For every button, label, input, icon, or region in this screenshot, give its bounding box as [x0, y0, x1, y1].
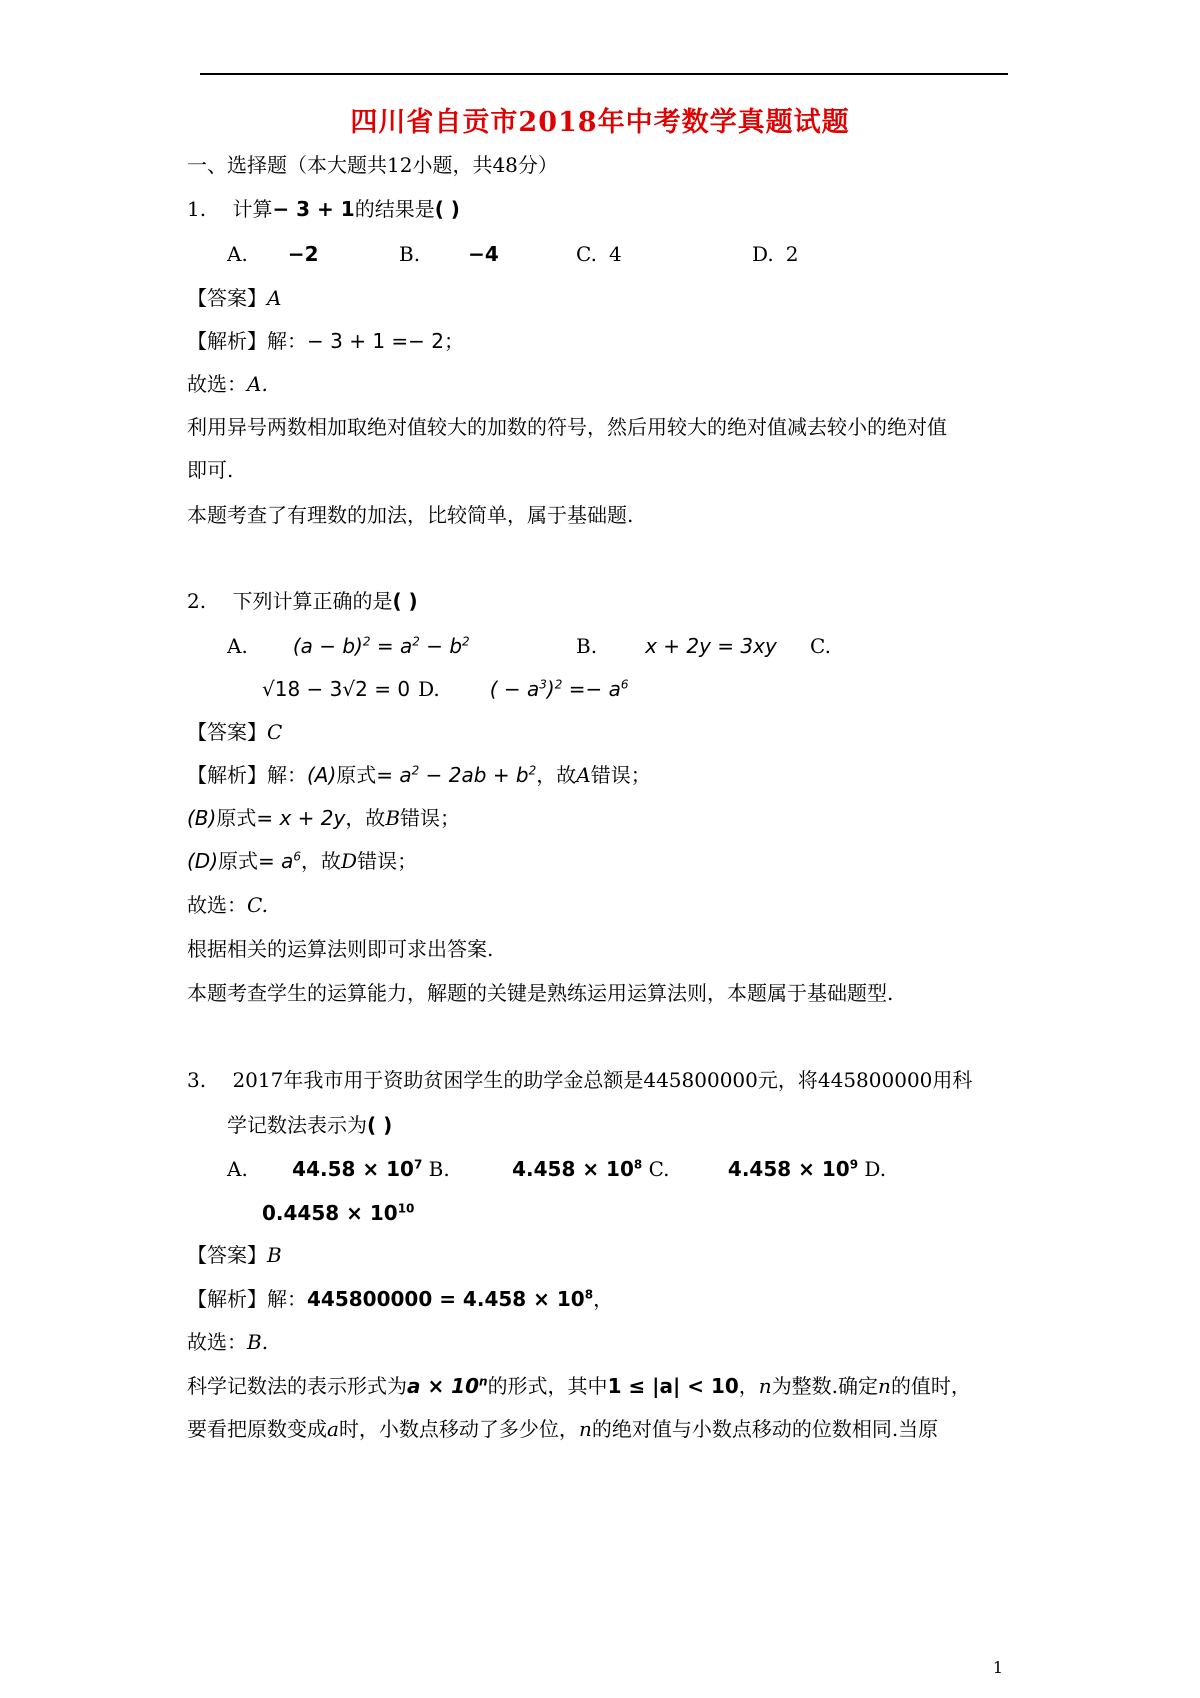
- q2-choose: 故选：C.: [187, 893, 268, 917]
- q3-option-a-label: A.: [227, 1157, 248, 1181]
- q3-stem-text: 2017年我市用于资助贫困学生的助学金总额是445800000元，将445800000用科: [232, 1068, 973, 1092]
- q2-number: 2.: [187, 589, 207, 613]
- q1-note2: 本题考查了有理数的加法，比较简单，属于基础题.: [187, 503, 634, 527]
- q3-option-b-value: $4.458 \times 10^8$: [512, 1157, 643, 1181]
- q3-option-b-label: B.: [428, 1157, 450, 1181]
- q1-stem-text-b: 的结果是: [354, 197, 435, 221]
- q2-option-a: [227, 633, 470, 659]
- q2-option-d-value: ( − $a^3)^2 =- a^6$: [489, 677, 629, 701]
- q2-option-c-d: [262, 676, 629, 702]
- q1-answer-value: A: [267, 286, 282, 310]
- q2-stem: [187, 588, 418, 614]
- q1-choose-value: A.: [247, 372, 268, 396]
- q1-option-d-label: D.: [752, 242, 774, 266]
- page-number: 1: [992, 1658, 1003, 1677]
- q3-note1: 科学记数法的表示形式为$a \times 10^n$的形式，其中1 ≤ |a| < 10，n为整数.确定n的值时，: [187, 1374, 971, 1398]
- q3-option-d-label: D.: [864, 1157, 887, 1181]
- q1-choose: [187, 371, 268, 397]
- q1-option-c-label: C.: [576, 242, 597, 266]
- q2-option-b-value: x + 2y = 3xy: [645, 634, 777, 658]
- q3-answer: 【答案】B: [187, 1243, 282, 1267]
- q1-option-c: [576, 241, 622, 267]
- q2-option-b: [576, 633, 777, 659]
- q2-option-b-label: B.: [576, 634, 598, 658]
- q2-option-c-value: √18 − 3√2 = 0: [262, 677, 411, 701]
- q2-analysis-label: 【解析】: [187, 763, 267, 787]
- q1-option-a-value: −2: [287, 242, 319, 266]
- q1-option-d-value: 2: [785, 242, 799, 266]
- q2-note2: 本题考查学生的运算能力，解题的关键是熟练运用运算法则，本题属于基础题型.: [187, 981, 894, 1005]
- q1-analysis: [187, 328, 464, 354]
- q1-choose-label: 故选：: [187, 372, 247, 396]
- q1-analysis-label: 【解析】: [187, 329, 267, 353]
- q1-option-b: [399, 241, 499, 267]
- q3-option-c-label: C.: [648, 1157, 670, 1181]
- q1-analysis-math: − 3 + 1 =− 2: [307, 329, 444, 353]
- header-rule: [200, 73, 1008, 75]
- q3-analysis: 【解析】解：$445800000 = 4.458 \times 10^8$，: [187, 1287, 614, 1311]
- q2-analysis-d: (D)原式= $a^6$，故D错误；: [187, 849, 418, 873]
- q3-option-c-value: $4.458 \times 10^9$: [727, 1157, 859, 1181]
- q2-analysis-b: (B)原式= x + 2y，故B错误；: [187, 806, 461, 830]
- q1-option-c-value: 4: [608, 242, 622, 266]
- q1-option-b-label: B.: [399, 242, 421, 266]
- q1-stem-paren: ( ): [434, 197, 460, 221]
- q2-note1: 根据相关的运算法则即可求出答案.: [187, 937, 494, 961]
- q1-option-b-value: −4: [468, 242, 499, 266]
- q3-options: [227, 1156, 886, 1182]
- q1-stem-text: 计算: [232, 197, 273, 221]
- q3-option-a-value: $44.58 \times 10^7$: [292, 1157, 423, 1181]
- q2-answer-label: 【答案】: [187, 720, 267, 744]
- q2-stem-text: 下列计算正确的是: [232, 589, 393, 613]
- q1-analysis-text: 解：: [267, 329, 307, 353]
- q2-option-d-label: D.: [418, 677, 440, 701]
- document-title: 四川省自贡市2018年中考数学真题试题: [350, 107, 850, 138]
- q2-stem-paren: ( ): [392, 589, 418, 613]
- q2-option-a-value: $(a - b)^2 = a^2 - b^2$: [292, 634, 470, 658]
- q2-option-c-label: C.: [810, 634, 831, 658]
- q1-note1: 利用异号两数相加取绝对值较大的加数的符号，然后用较大的绝对值减去较小的绝对值: [187, 415, 947, 439]
- q1-note1b: 即可.: [187, 458, 234, 482]
- q1-option-a-label: A.: [227, 242, 248, 266]
- q1-answer: [187, 285, 281, 311]
- q2-answer-value: C: [267, 720, 283, 744]
- q1-stem: [187, 196, 460, 222]
- q1-option-d: [752, 241, 798, 267]
- q1-stem-math: − 3 + 1: [272, 197, 355, 221]
- q2-analysis: 【解析】解：(A)原式= $a^2 - 2ab + b^2$，故A错误；: [187, 763, 651, 787]
- q1-analysis-end: ；: [444, 329, 464, 353]
- q1-option-a: [227, 241, 319, 267]
- section-header: 一、选择题（本大题共12小题，共48分）: [187, 153, 558, 177]
- q2-answer: [187, 719, 282, 745]
- q1-answer-label: 【答案】: [187, 286, 267, 310]
- q3-stem-cont: 学记数法表示为( ): [227, 1113, 393, 1137]
- q2-option-a-label: A.: [227, 634, 248, 658]
- q3-choose: 故选：B.: [187, 1330, 269, 1354]
- q3-note2: 要看把原数变成a时，小数点移动了多少位，n的绝对值与小数点移动的位数相同.当原: [187, 1417, 939, 1441]
- q1-number: 1.: [187, 197, 207, 221]
- q3-number: 3.: [187, 1068, 207, 1092]
- q3-stem: [187, 1067, 972, 1093]
- q3-option-d-value: $0.4458 \times 10^{10}$: [262, 1201, 415, 1225]
